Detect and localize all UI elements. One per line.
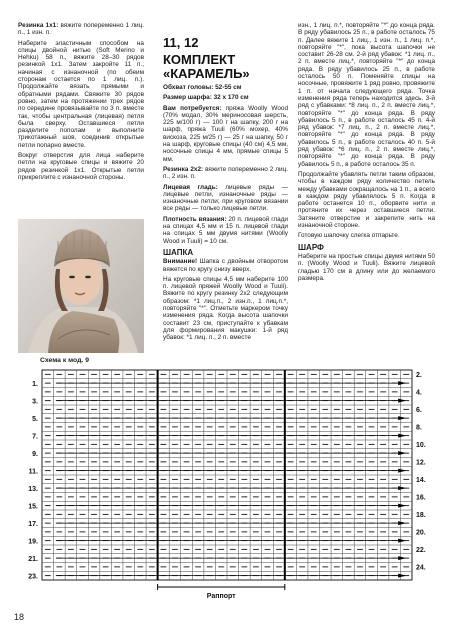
row-number-left: 21. (28, 555, 38, 563)
stockinette-paragraph (163, 184, 288, 213)
rib-2x2-text: вяжите попеременно 2 лиц. п., 2 изн. п. (163, 165, 288, 181)
decrease-paragraph: изн., 1 лиц. п.*, повторяйте "*" до конца ряда. В ряду убавилось 25 п., в работе осталось 75 п. Далее вяжите 1 лиц., 1 изн. п., 1 лиц. п.*, повторяйте "*", пока высота шапочки не составит 26-28 см. 2-й ряд убавок: *1 лиц. п., 2 п. вместе лиц.*, повторяйте "*" до конца ряда. В ряду убавилось 25 п., в работе осталось 50 п. Поменяйте спицы на носочные, провяжите 1 ряд ровно, провяжите 1 п. от начала следующего ряда. Точка изменения ряда теперь находится здесь. 3-й ряд с убавками: *8 лиц. п., 2 п. вместе лиц.*, повторяйте "*" до конца ряда. В ряду убавилось 5 п., в работе осталось 45 п. 4-й ряд убавок: *7 лиц. п., 2 п. вместе лиц.*, повторяйте "*" до конца ряда. В ряду убавилось 5 п., в работе осталось 40 п. 5-й ряд убавок: *6 лиц. п., 2 п. вместе лиц.*, повторяйте "*" до конца ряда. В ряду убавилось 5 п., в работе осталось 35 п. (298, 22, 435, 168)
model-photo-illustration (18, 219, 144, 353)
hat-note-paragraph (163, 258, 288, 273)
hat-instructions: На круговые спицы 4,5 мм наберите 100 п. лицевой пряжей Woolly Wood и Tuuli). Вяжите по кругу резинку 2x2 следующим образом: *1 лиц.п., 2 изн.п., 1 лиц.п.*, повторяйте "*". Отметьте маркером точку изменения ряда. Когда высота шапочки составит 23 см, приступайте к убавкам для формирования макушки: 1-й ряд убавок: *1 лиц. п., 2 п. вместе (163, 275, 288, 342)
row-number-right: 18. (416, 512, 426, 519)
rib-2x2-paragraph (163, 166, 288, 181)
row-number-right: 20. (416, 529, 426, 537)
row-number-left: 3. (32, 398, 38, 406)
row-number-right: 2. (416, 372, 422, 379)
row-number-left: 13. (28, 485, 38, 493)
gauge-text: 20 п. лицевой глади на спицах 4,5 мм и 15 п. лицевой глади на спицах 5 мм двумя нитями (Woolly Wood и Tuuli) = 10 см. (163, 215, 288, 245)
chart-svg (0, 354, 453, 604)
row-number-left: 7. (32, 433, 38, 441)
row-number-left: 11. (28, 468, 38, 476)
row-number-right: 4. (416, 389, 422, 397)
row-number-right: 14. (416, 477, 426, 484)
row-number-left: 9. (32, 450, 38, 458)
row-number-right: 16. (416, 494, 426, 502)
gauge-label: Плотность вязания: (163, 215, 227, 223)
materials-text: пряжа Woolly Wood (70% модал, 30% мериносовая шерсть, 225 м/100 г) — 100 г на шапку, 200 г на шарф, пряжа Tuuli (60% мохер, 40% вискоза, 225 м/25 г) — 25 г на шапку, 50 г на шарф, круговые спицы (40 см) 4,5 мм, носочные спицы 4 мм, прямые спицы 5 мм. (163, 104, 288, 163)
pattern-title: КОМПЛЕКТ «КАРАМЕЛЬ» (163, 52, 250, 81)
size-head: Обхват головы: 52-55 см (163, 84, 242, 91)
rib-2x2-label: Резинка 2х2: (163, 165, 204, 173)
row-number-left: 5. (32, 415, 38, 423)
instructions-paragraph: Наберите эластичным способом на спицы двойной нитью (Soft Merino и Hehku) 58 п., вяжите 28–30 рядов резинкой 1х1. Затем закройте 11 п., начиная с изнаночной (по обеим сторонам остается по 1 лиц. п.). Продолжайте вязать прямыми и обратными рядами. Свяжите 30 рядов ровно, затем на протяжении трех рядов по середине провязывайте по 3 п. вместе так, чтобы центральная (лицевая) петля была сверху. Оставшиеся петли разделите пополам и выполните трикотажный шов, соединив открытые петли попарно вместе. (18, 39, 144, 149)
finish-paragraph: Продолжайте убавлять петли таким образом, чтобы в каждом ряду количество петель между убавками сокращалось на 1 п., а всего в каждом ряду убавлялось 5 п. Когда в работе останется 10 п., оборвите нити и протяните их через оставшиеся петли. Затяните отверстие и закрепите нить на изнаночной стороне. (298, 170, 435, 230)
size-scarf: Размер шарфа: 32 x 170 см (163, 94, 249, 102)
hat-note-text: Шапка с двойным отворотом вяжется по кругу снизу вверх. (163, 258, 288, 273)
row-number-right: 6. (416, 407, 422, 414)
rib-1x1-paragraph (18, 22, 144, 37)
knitting-chart (0, 354, 453, 604)
materials-label: Вам потребуется: (163, 104, 222, 112)
pattern-number: 11, 12 (163, 35, 199, 50)
row-number-right: 12. (416, 459, 426, 467)
row-number-left: 17. (28, 520, 38, 528)
row-number-left: 19. (28, 538, 38, 546)
page-number: 18 (14, 612, 25, 622)
scarf-instructions: Наберите на простые спицы двумя нитями 50 п. (Woolly Wood и Tuuli). Вяжите лицевой гладью 170 см в длину или до желаемого размера. (298, 252, 435, 282)
hat-heading: ШАПКА (163, 247, 194, 257)
rib-1x1-text: вяжите попеременно 1 лиц. п., 1 изн. п. (18, 22, 144, 37)
scarf-heading: ШАРФ (298, 242, 324, 252)
row-number-right: 24. (416, 564, 426, 572)
stockinette-text: лицевые ряды — лицевые петли, изнаночные ряды — изнаночные петли; при круговом вязании все ряды — только лицевые петли. (163, 183, 288, 213)
row-number-left: 1. (32, 380, 38, 388)
row-number-right: 10. (416, 442, 426, 449)
rib-1x1-label: Резинка 1х1: (18, 22, 59, 29)
stockinette-label: Лицевая гладь: (163, 183, 218, 191)
hat-note-label: Внимание! (163, 258, 198, 266)
model-photo (18, 219, 144, 353)
row-number-right: 8. (416, 424, 422, 432)
middle-column (163, 22, 288, 345)
row-number-right: 22. (416, 547, 426, 554)
face-opening-paragraph: Вокруг отверстия для лица наберите петли на круговые спицы и вяжите 20 рядов резинкой 1х1. Открытые петли прикреплите с изнаночной стороны. (18, 152, 144, 181)
row-number-left: 23. (28, 573, 38, 581)
right-column (298, 22, 435, 285)
chart-title: Схема к мод. 9 (40, 357, 89, 364)
left-column (18, 22, 144, 184)
gauge-paragraph (163, 216, 288, 245)
steam-paragraph: Готовую шапочку слегка отпарьте. (298, 232, 400, 240)
materials-paragraph (163, 105, 288, 163)
row-number-left: 15. (28, 503, 38, 511)
repeat-label: Раппорт (206, 593, 236, 600)
